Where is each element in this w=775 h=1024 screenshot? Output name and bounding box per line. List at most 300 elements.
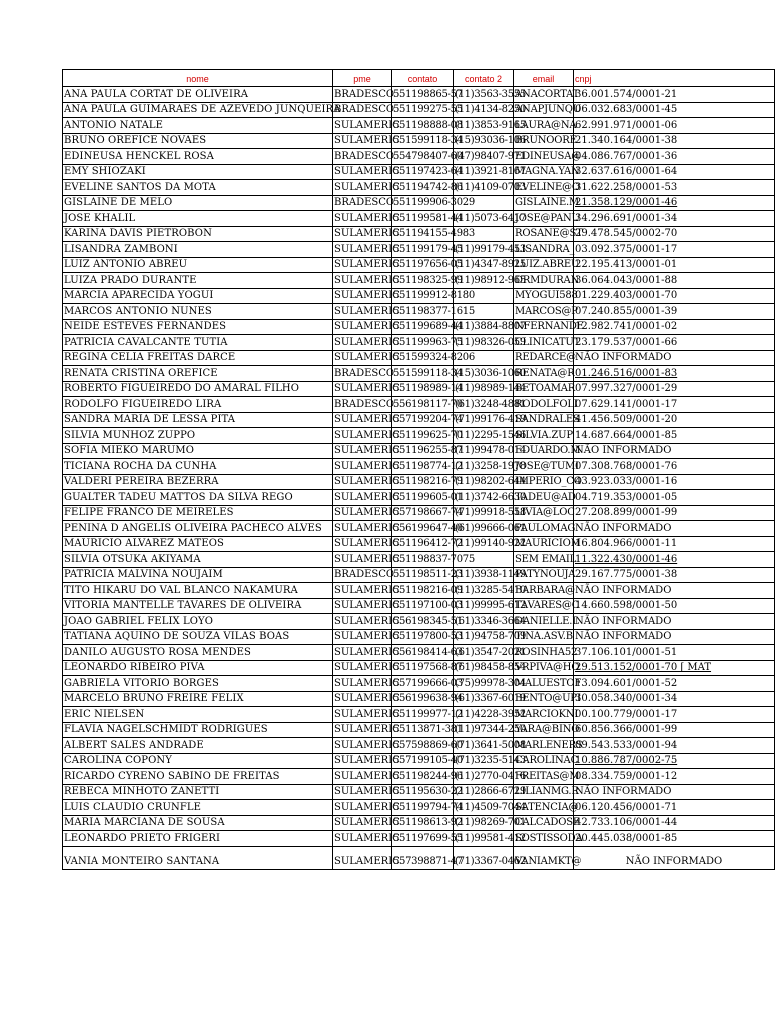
cell-email[interactable]: EDINEUSA@ bbox=[514, 149, 574, 165]
cell-pme[interactable]: BRADESCO bbox=[333, 397, 392, 413]
cell-cnpj[interactable]: 36.064.043/0001-88 bbox=[574, 273, 775, 289]
cell-contato-2[interactable]: (11)4347-8925 bbox=[454, 257, 514, 273]
cell-contato[interactable]: 551198216-09 bbox=[392, 583, 454, 599]
cell-contato-2[interactable]: (11)99581-412 bbox=[454, 831, 514, 847]
cell-contato-2[interactable]: (71)3235-5143 bbox=[454, 753, 514, 769]
cell-email[interactable]: REDARCE@ bbox=[514, 350, 574, 366]
cell-nome[interactable]: REBECA MINHOTO ZANETTI bbox=[63, 784, 333, 800]
cell-pme[interactable]: SULAMERIC bbox=[333, 226, 392, 242]
cell-cnpj[interactable]: 01.246.516/0001-83 bbox=[574, 366, 775, 382]
cell-pme[interactable]: SULAMERIC bbox=[333, 211, 392, 227]
cell-contato[interactable]: 551198377-1615 bbox=[392, 304, 454, 320]
cell-contato-2[interactable]: (11)2866-6729 bbox=[454, 784, 514, 800]
cell-pme[interactable]: SULAMERIC bbox=[333, 552, 392, 568]
cell-pme[interactable]: SULAMERIC bbox=[333, 691, 392, 707]
cell-cnpj[interactable]: 04.719.353/0001-05 bbox=[574, 490, 775, 506]
cell-pme[interactable]: SULAMERIC bbox=[333, 350, 392, 366]
cell-pme[interactable]: SULAMERIC bbox=[333, 846, 392, 869]
cell-pme[interactable]: SULAMERIC bbox=[333, 335, 392, 351]
cell-nome[interactable]: LEONARDO PRIETO FRIGERI bbox=[63, 831, 333, 847]
cell-cnpj[interactable]: 08.334.759/0001-12 bbox=[574, 769, 775, 785]
cell-contato[interactable]: 557398871-47 bbox=[392, 846, 454, 869]
cell-contato[interactable]: 556198117-70 bbox=[392, 397, 454, 413]
cell-contato-2[interactable]: (11)98989-144 bbox=[454, 381, 514, 397]
cell-pme[interactable]: SULAMERIC bbox=[333, 831, 392, 847]
cell-contato[interactable]: 556198345-51 bbox=[392, 614, 454, 630]
cell-contato[interactable]: 557198667-74 bbox=[392, 505, 454, 521]
cell-email[interactable]: TAVARES@C bbox=[514, 598, 574, 614]
cell-pme[interactable]: BRADESCO bbox=[333, 87, 392, 103]
cell-cnpj[interactable]: 42.733.106/0001-44 bbox=[574, 815, 775, 831]
cell-nome[interactable]: NEIDE ESTEVES FERNANDES bbox=[63, 319, 333, 335]
cell-contato[interactable]: 551198216-79 bbox=[392, 474, 454, 490]
cell-nome[interactable]: CAROLINA COPONY bbox=[63, 753, 333, 769]
cell-email[interactable]: MARLENERS bbox=[514, 738, 574, 754]
cell-cnpj[interactable]: 43.923.033/0001-16 bbox=[574, 474, 775, 490]
cell-cnpj[interactable]: 07.997.327/0001-29 bbox=[574, 381, 775, 397]
cell-nome[interactable]: ROBERTO FIGUEIREDO DO AMARAL FILHO bbox=[63, 381, 333, 397]
cell-email[interactable]: SEM EMAIL bbox=[514, 552, 574, 568]
cell-contato-2[interactable]: (11)3921-8167 bbox=[454, 164, 514, 180]
cell-cnpj[interactable]: 04.086.767/0001-36 bbox=[574, 149, 775, 165]
cell-contato-2[interactable]: (71)99176-419 bbox=[454, 412, 514, 428]
cell-pme[interactable]: SULAMERIC bbox=[333, 273, 392, 289]
cell-cnpj[interactable]: NÃO INFORMADO bbox=[574, 583, 775, 599]
cell-cnpj[interactable]: 13.094.601/0001-52 bbox=[574, 676, 775, 692]
cell-cnpj[interactable]: 09.543.533/0001-94 bbox=[574, 738, 775, 754]
cell-pme[interactable]: SULAMERIC bbox=[333, 118, 392, 134]
cell-cnpj[interactable]: 00.100.779/0001-17 bbox=[574, 707, 775, 723]
cell-cnpj[interactable]: 37.106.101/0001-51 bbox=[574, 645, 775, 661]
cell-contato-2[interactable]: (47)98407-971 bbox=[454, 149, 514, 165]
cell-cnpj[interactable]: 34.296.691/0001-34 bbox=[574, 211, 775, 227]
cell-email[interactable]: SILVIA.ZUP bbox=[514, 428, 574, 444]
cell-contato[interactable]: 551199794-74 bbox=[392, 800, 454, 816]
cell-contato-2[interactable]: (71)99918-558 bbox=[454, 505, 514, 521]
cell-contato-2[interactable]: (61)3248-4881 bbox=[454, 397, 514, 413]
cell-nome[interactable]: TATIANA AQUINO DE SOUZA VILAS BOAS bbox=[63, 629, 333, 645]
cell-email[interactable]: BENTO@UPI bbox=[514, 691, 574, 707]
cell-contato-2[interactable]: (11)94758-709 bbox=[454, 629, 514, 645]
cell-contato-2[interactable]: (11)98326-059 bbox=[454, 335, 514, 351]
cell-contato[interactable]: 556199638-94 bbox=[392, 691, 454, 707]
cell-email[interactable]: PAULOMAG bbox=[514, 521, 574, 537]
cell-contato-2[interactable]: (11)99478-014 bbox=[454, 443, 514, 459]
cell-email[interactable]: IMPERIO_CO bbox=[514, 474, 574, 490]
cell-cnpj[interactable]: 21.340.164/0001-38 bbox=[574, 133, 775, 149]
cell-contato[interactable]: 551199906-3029 bbox=[392, 195, 454, 211]
cell-contato[interactable]: 551199605-01 bbox=[392, 490, 454, 506]
cell-pme[interactable]: BRADESCO bbox=[333, 567, 392, 583]
cell-contato-2[interactable]: (11)3258-1978 bbox=[454, 459, 514, 475]
cell-pme[interactable]: BRADESCO bbox=[333, 149, 392, 165]
cell-cnpj[interactable]: 22.195.413/0001-01 bbox=[574, 257, 775, 273]
cell-email[interactable]: MAURICIOM bbox=[514, 536, 574, 552]
cell-pme[interactable]: SULAMERIC bbox=[333, 505, 392, 521]
cell-cnpj[interactable]: 06.032.683/0001-45 bbox=[574, 102, 775, 118]
cell-pme[interactable]: SULAMERIC bbox=[333, 288, 392, 304]
cell-cnpj[interactable]: 03.092.375/0001-17 bbox=[574, 242, 775, 258]
cell-pme[interactable]: SULAMERIC bbox=[333, 660, 392, 676]
cell-pme[interactable]: SULAMERIC bbox=[333, 381, 392, 397]
cell-contato[interactable]: 556199647-40 bbox=[392, 521, 454, 537]
cell-contato[interactable]: 551197568-87 bbox=[392, 660, 454, 676]
cell-nome[interactable]: TICIANA ROCHA DA CUNHA bbox=[63, 459, 333, 475]
cell-contato[interactable]: 551199275-55 bbox=[392, 102, 454, 118]
cell-contato-2[interactable]: (11)97344-250 bbox=[454, 722, 514, 738]
cell-pme[interactable]: SULAMERIC bbox=[333, 133, 392, 149]
cell-nome[interactable]: ALBERT SALES ANDRADE bbox=[63, 738, 333, 754]
cell-email[interactable]: BETOAMAR bbox=[514, 381, 574, 397]
cell-pme[interactable]: SULAMERIC bbox=[333, 521, 392, 537]
cell-pme[interactable]: SULAMERIC bbox=[333, 784, 392, 800]
cell-email[interactable]: LILIANMG.R bbox=[514, 784, 574, 800]
cell-nome[interactable]: SILVIA OTSUKA AKIYAMA bbox=[63, 552, 333, 568]
cell-contato-2[interactable]: (61)3346-3664 bbox=[454, 614, 514, 630]
cell-nome[interactable]: MAURICIO ALVAREZ MATEOS bbox=[63, 536, 333, 552]
cell-email[interactable]: JOSE@TUMI bbox=[514, 459, 574, 475]
cell-contato-2[interactable]: (11)2295-1546 bbox=[454, 428, 514, 444]
cell-contato-2[interactable]: (71)3367-0462 bbox=[454, 846, 514, 869]
cell-contato[interactable]: 551197423-64 bbox=[392, 164, 454, 180]
cell-contato[interactable]: 551195630-22 bbox=[392, 784, 454, 800]
cell-nome[interactable]: MARCIA APARECIDA YOGUI bbox=[63, 288, 333, 304]
cell-contato[interactable]: 551199179-45 bbox=[392, 242, 454, 258]
header-cnpj[interactable]: cnpj bbox=[574, 70, 775, 87]
cell-cnpj[interactable]: 20.445.038/0001-85 bbox=[574, 831, 775, 847]
cell-nome[interactable]: VALDERI PEREIRA BEZERRA bbox=[63, 474, 333, 490]
cell-contato-2[interactable]: (11)98202-644 bbox=[454, 474, 514, 490]
cell-contato[interactable]: 551198613-92 bbox=[392, 815, 454, 831]
cell-pme[interactable]: SULAMERIC bbox=[333, 629, 392, 645]
cell-nome[interactable]: SILVIA MUNHOZ ZUPPO bbox=[63, 428, 333, 444]
cell-nome[interactable]: SANDRA MARIA DE LESSA PITA bbox=[63, 412, 333, 428]
cell-email[interactable]: YARA@BINO bbox=[514, 722, 574, 738]
cell-nome[interactable]: GUALTER TADEU MATTOS DA SILVA REGO bbox=[63, 490, 333, 506]
cell-contato-2[interactable]: (11)3563-3555 bbox=[454, 87, 514, 103]
cell-contato[interactable]: 554798407-60 bbox=[392, 149, 454, 165]
cell-nome[interactable]: RICARDO CYRENO SABINO DE FREITAS bbox=[63, 769, 333, 785]
cell-pme[interactable]: SULAMERIC bbox=[333, 412, 392, 428]
cell-nome[interactable]: EDINEUSA HENCKEL ROSA bbox=[63, 149, 333, 165]
cell-nome[interactable]: GABRIELA VITORIO BORGES bbox=[63, 676, 333, 692]
cell-pme[interactable]: SULAMERIC bbox=[333, 459, 392, 475]
cell-cnpj[interactable]: NÃO INFORMADO bbox=[574, 521, 775, 537]
cell-cnpj[interactable]: 07.629.141/0001-17 bbox=[574, 397, 775, 413]
cell-email[interactable]: ROSANE@ST bbox=[514, 226, 574, 242]
cell-nome[interactable]: LUIS CLAUDIO CRUNFLE bbox=[63, 800, 333, 816]
cell-pme[interactable]: SULAMERIC bbox=[333, 428, 392, 444]
cell-email[interactable]: TINA.ASV.B bbox=[514, 629, 574, 645]
cell-pme[interactable]: SULAMERIC bbox=[333, 490, 392, 506]
cell-email[interactable]: VANIAMKT@ bbox=[514, 846, 574, 869]
cell-email[interactable]: LAURA@NA bbox=[514, 118, 574, 134]
cell-cnpj[interactable]: 31.622.258/0001-53 bbox=[574, 180, 775, 196]
cell-contato-2[interactable]: (11)99179-453 bbox=[454, 242, 514, 258]
cell-contato-2[interactable]: (15)3036-1060 bbox=[454, 366, 514, 382]
cell-email[interactable]: ROSINHA52 bbox=[514, 645, 574, 661]
cell-cnpj[interactable]: 14.660.598/0001-50 bbox=[574, 598, 775, 614]
cell-pme[interactable]: SULAMERIC bbox=[333, 800, 392, 816]
cell-contato-2[interactable]: (11)3285-5410 bbox=[454, 583, 514, 599]
cell-contato[interactable]: 551197100-03 bbox=[392, 598, 454, 614]
cell-cnpj[interactable]: NÃO INFORMADO bbox=[574, 443, 775, 459]
cell-nome[interactable]: KARINA DAVIS PIETROBON bbox=[63, 226, 333, 242]
cell-cnpj[interactable]: NÃO INFORMADO bbox=[574, 846, 775, 869]
cell-contato[interactable]: 551599324-8206 bbox=[392, 350, 454, 366]
cell-cnpj[interactable]: 14.687.664/0001-85 bbox=[574, 428, 775, 444]
cell-email[interactable]: RODOLFOLI bbox=[514, 397, 574, 413]
cell-cnpj[interactable]: 29.478.545/0002-70 bbox=[574, 226, 775, 242]
cell-pme[interactable]: SULAMERIC bbox=[333, 676, 392, 692]
cell-contato-2[interactable]: (75)99978-304 bbox=[454, 676, 514, 692]
cell-contato-2[interactable]: (11)2770-0416 bbox=[454, 769, 514, 785]
cell-email[interactable]: BRUNOORE bbox=[514, 133, 574, 149]
cell-cnpj[interactable]: 11.322.430/0001-46 bbox=[574, 552, 775, 568]
cell-contato-2[interactable]: (61)98458-854 bbox=[454, 660, 514, 676]
cell-cnpj[interactable]: 16.804.966/0001-11 bbox=[574, 536, 775, 552]
cell-contato-2[interactable]: (61)3547-2021 bbox=[454, 645, 514, 661]
cell-pme[interactable]: SULAMERIC bbox=[333, 769, 392, 785]
cell-cnpj[interactable]: 36.001.574/0001-21 bbox=[574, 87, 775, 103]
cell-contato-2[interactable]: (15)93036-106 bbox=[454, 133, 514, 149]
cell-email[interactable]: DANIELLE.L bbox=[514, 614, 574, 630]
cell-cnpj[interactable]: 60.856.366/0001-99 bbox=[574, 722, 775, 738]
cell-cnpj[interactable]: NÃO INFORMADO bbox=[574, 784, 775, 800]
header-nome[interactable]: nome bbox=[63, 70, 333, 87]
cell-cnpj[interactable]: 01.229.403/0001-70 bbox=[574, 288, 775, 304]
cell-contato[interactable]: 551198837-7075 bbox=[392, 552, 454, 568]
cell-nome[interactable]: ERIC NIELSEN bbox=[63, 707, 333, 723]
cell-nome[interactable]: SOFIA MIEKO MARUMO bbox=[63, 443, 333, 459]
cell-email[interactable]: JOSE@PANU bbox=[514, 211, 574, 227]
cell-cnpj[interactable]: 32.637.616/0001-64 bbox=[574, 164, 775, 180]
cell-nome[interactable]: LUIZA PRADO DURANTE bbox=[63, 273, 333, 289]
cell-contato-2[interactable]: (11)4228-3952 bbox=[454, 707, 514, 723]
cell-nome[interactable]: BRUNO OREFICE NOVAES bbox=[63, 133, 333, 149]
cell-email[interactable]: MAGNA.YAN bbox=[514, 164, 574, 180]
cell-cnpj[interactable]: 30.058.340/0001-34 bbox=[574, 691, 775, 707]
cell-contato[interactable]: 557199105-40 bbox=[392, 753, 454, 769]
cell-contato-2[interactable]: (61)3367-6019 bbox=[454, 691, 514, 707]
cell-email[interactable]: TADEU@AD bbox=[514, 490, 574, 506]
cell-nome[interactable]: MARCELO BRUNO FREIRE FELIX bbox=[63, 691, 333, 707]
cell-contato[interactable]: 551599118-34 bbox=[392, 366, 454, 382]
cell-nome[interactable]: EVELINE SANTOS DA MOTA bbox=[63, 180, 333, 196]
cell-email[interactable]: ANAPJUNQU bbox=[514, 102, 574, 118]
cell-email[interactable]: NFERNANDE bbox=[514, 319, 574, 335]
cell-email[interactable]: EVELINE@O bbox=[514, 180, 574, 196]
cell-nome[interactable]: FELIPE FRANCO DE MEIRELES bbox=[63, 505, 333, 521]
cell-cnpj[interactable]: 21.358.129/0001-46 bbox=[574, 195, 775, 211]
cell-contato-2[interactable]: (11)99995-612 bbox=[454, 598, 514, 614]
cell-cnpj[interactable]: 07.308.768/0001-76 bbox=[574, 459, 775, 475]
cell-pme[interactable]: SULAMERIC bbox=[333, 242, 392, 258]
cell-nome[interactable]: JOAO GABRIEL FELIX LOYO bbox=[63, 614, 333, 630]
cell-pme[interactable]: SULAMERIC bbox=[333, 738, 392, 754]
cell-contato[interactable]: 551199689-44 bbox=[392, 319, 454, 335]
cell-cnpj[interactable]: NÃO INFORMADO bbox=[574, 629, 775, 645]
cell-cnpj[interactable]: 27.208.899/0001-99 bbox=[574, 505, 775, 521]
cell-cnpj[interactable]: 29.167.775/0001-38 bbox=[574, 567, 775, 583]
cell-contato-2[interactable]: (11)98912-965 bbox=[454, 273, 514, 289]
cell-email[interactable]: LIVIA@LOC bbox=[514, 505, 574, 521]
cell-contato[interactable]: 551198325-99 bbox=[392, 273, 454, 289]
header-contato[interactable]: contato bbox=[392, 70, 454, 87]
cell-pme[interactable]: SULAMERIC bbox=[333, 753, 392, 769]
cell-cnpj[interactable]: 41.456.509/0001-20 bbox=[574, 412, 775, 428]
cell-pme[interactable]: SULAMERIC bbox=[333, 583, 392, 599]
cell-contato-2[interactable]: (71)3641-5008 bbox=[454, 738, 514, 754]
cell-nome[interactable]: ANTONIO NATALE bbox=[63, 118, 333, 134]
cell-email[interactable]: ANACORTAT bbox=[514, 87, 574, 103]
cell-email[interactable]: CLINICATUT bbox=[514, 335, 574, 351]
cell-contato[interactable]: 551199963-75 bbox=[392, 335, 454, 351]
cell-nome[interactable]: LISANDRA ZAMBONI bbox=[63, 242, 333, 258]
cell-contato-2[interactable]: (11)3884-8807 bbox=[454, 319, 514, 335]
cell-contato-2[interactable]: (11)98269-701 bbox=[454, 815, 514, 831]
cell-nome[interactable]: DANILO AUGUSTO ROSA MENDES bbox=[63, 645, 333, 661]
cell-nome[interactable]: PATRICIA CAVALCANTE TUTIA bbox=[63, 335, 333, 351]
cell-contato[interactable]: 551198989-14 bbox=[392, 381, 454, 397]
cell-pme[interactable]: SULAMERIC bbox=[333, 645, 392, 661]
cell-email[interactable]: SANDRALES bbox=[514, 412, 574, 428]
cell-contato[interactable]: 551196255-87 bbox=[392, 443, 454, 459]
cell-contato[interactable]: 551198888-08 bbox=[392, 118, 454, 134]
cell-email[interactable]: SOSTISSODA bbox=[514, 831, 574, 847]
cell-nome[interactable]: TITO HIKARU DO VAL BLANCO NAKAMURA bbox=[63, 583, 333, 599]
header-contato-2[interactable]: contato 2 bbox=[454, 70, 514, 87]
cell-contato[interactable]: 551198511-23 bbox=[392, 567, 454, 583]
cell-nome[interactable]: REGINA CELIA FREITAS DARCE bbox=[63, 350, 333, 366]
cell-cnpj[interactable]: NÃO INFORMADO bbox=[574, 350, 775, 366]
cell-nome[interactable]: LEONARDO RIBEIRO PIVA bbox=[63, 660, 333, 676]
cell-pme[interactable]: SULAMERIC bbox=[333, 257, 392, 273]
cell-nome[interactable]: ANA PAULA GUIMARAES DE AZEVEDO JUNQUEIRA bbox=[63, 102, 333, 118]
cell-contato[interactable]: 557598869-60 bbox=[392, 738, 454, 754]
cell-email[interactable]: MARCOS@P bbox=[514, 304, 574, 320]
cell-email[interactable]: BARBARA@ bbox=[514, 583, 574, 599]
cell-contato[interactable]: 551194155-4983 bbox=[392, 226, 454, 242]
cell-pme[interactable]: SULAMERIC bbox=[333, 598, 392, 614]
cell-contato[interactable]: 551199581-44 bbox=[392, 211, 454, 227]
cell-pme[interactable]: SULAMERIC bbox=[333, 164, 392, 180]
cell-pme[interactable]: SULAMERIC bbox=[333, 180, 392, 196]
header-pme[interactable]: pme bbox=[333, 70, 392, 87]
cell-email[interactable]: MALUESTOF bbox=[514, 676, 574, 692]
cell-nome[interactable]: EMY SHIOZAKI bbox=[63, 164, 333, 180]
cell-cnpj[interactable]: 23.179.537/0001-66 bbox=[574, 335, 775, 351]
cell-email[interactable]: PATYNOUJA bbox=[514, 567, 574, 583]
cell-nome[interactable]: RENATA CRISTINA OREFICE bbox=[63, 366, 333, 382]
cell-email[interactable]: DRMDURAN bbox=[514, 273, 574, 289]
cell-nome[interactable]: FLAVIA NAGELSCHMIDT RODRIGUES bbox=[63, 722, 333, 738]
cell-nome[interactable]: ANA PAULA CORTAT DE OLIVEIRA bbox=[63, 87, 333, 103]
cell-contato-2[interactable]: (11)99140-922 bbox=[454, 536, 514, 552]
cell-nome[interactable]: MARIA MARCIANA DE SOUSA bbox=[63, 815, 333, 831]
cell-email[interactable]: LUIZ.ABREU bbox=[514, 257, 574, 273]
cell-contato-2[interactable]: (11)4134-8250 bbox=[454, 102, 514, 118]
cell-contato[interactable]: 556198414-63 bbox=[392, 645, 454, 661]
cell-nome[interactable]: PATRICIA MALVINA NOUJAIM bbox=[63, 567, 333, 583]
cell-nome[interactable]: LUIZ ANTONIO ABREU bbox=[63, 257, 333, 273]
cell-pme[interactable]: SULAMERIC bbox=[333, 815, 392, 831]
cell-email[interactable]: RENATA@R bbox=[514, 366, 574, 382]
cell-contato-2[interactable]: (11)4109-0703 bbox=[454, 180, 514, 196]
cell-contato[interactable]: 551196412-72 bbox=[392, 536, 454, 552]
cell-contato-2[interactable]: (11)4509-7044 bbox=[454, 800, 514, 816]
cell-pme[interactable]: BRADESCO bbox=[333, 195, 392, 211]
cell-nome[interactable]: JOSE KHALIL bbox=[63, 211, 333, 227]
cell-contato[interactable]: 551199625-70 bbox=[392, 428, 454, 444]
cell-pme[interactable]: SULAMERIC bbox=[333, 304, 392, 320]
cell-nome[interactable]: RODOLFO FIGUEIREDO LIRA bbox=[63, 397, 333, 413]
cell-email[interactable]: SATENCIA@ bbox=[514, 800, 574, 816]
cell-nome[interactable]: VITORIA MANTELLE TAVARES DE OLIVEIRA bbox=[63, 598, 333, 614]
cell-pme[interactable]: SULAMERIC bbox=[333, 536, 392, 552]
cell-email[interactable]: EDUARDO.M bbox=[514, 443, 574, 459]
cell-email[interactable]: GISLAINE.M bbox=[514, 195, 574, 211]
cell-contato[interactable]: 551199912-8180 bbox=[392, 288, 454, 304]
cell-pme[interactable]: SULAMERIC bbox=[333, 722, 392, 738]
cell-nome[interactable]: GISLAINE DE MELO bbox=[63, 195, 333, 211]
cell-cnpj[interactable]: 06.120.456/0001-71 bbox=[574, 800, 775, 816]
cell-email[interactable]: CAROLINAC bbox=[514, 753, 574, 769]
cell-cnpj[interactable]: NÃO INFORMADO bbox=[574, 614, 775, 630]
cell-email[interactable]: CALCADOSE bbox=[514, 815, 574, 831]
cell-email[interactable]: LISANDRA_ bbox=[514, 242, 574, 258]
cell-contato[interactable]: 551194742-86 bbox=[392, 180, 454, 196]
cell-pme[interactable]: SULAMERIC bbox=[333, 319, 392, 335]
cell-contato[interactable]: 551197656-05 bbox=[392, 257, 454, 273]
cell-email[interactable]: FREITAS@M bbox=[514, 769, 574, 785]
cell-nome[interactable]: PENINA D ANGELIS OLIVEIRA PACHECO ALVES bbox=[63, 521, 333, 537]
cell-cnpj[interactable]: 07.240.855/0001-39 bbox=[574, 304, 775, 320]
cell-pme[interactable]: SULAMERIC bbox=[333, 443, 392, 459]
cell-cnpj[interactable]: 10.886.787/0002-75 bbox=[574, 753, 775, 769]
cell-contato[interactable]: 551198244-96 bbox=[392, 769, 454, 785]
cell-nome[interactable]: VANIA MONTEIRO SANTANA bbox=[63, 846, 333, 869]
cell-contato[interactable]: 551198774-12 bbox=[392, 459, 454, 475]
cell-contato[interactable]: 557199204-74 bbox=[392, 412, 454, 428]
cell-contato[interactable]: 551198865-57 bbox=[392, 87, 454, 103]
header-email[interactable]: email bbox=[514, 70, 574, 87]
cell-email[interactable]: MARCIOKNI bbox=[514, 707, 574, 723]
cell-cnpj[interactable]: 62.991.971/0001-06 bbox=[574, 118, 775, 134]
cell-contato[interactable]: 551599118-34 bbox=[392, 133, 454, 149]
cell-cnpj[interactable]: 12.982.741/0001-02 bbox=[574, 319, 775, 335]
cell-contato-2[interactable]: (11)3938-1149 bbox=[454, 567, 514, 583]
cell-email[interactable]: VRPIVA@HO bbox=[514, 660, 574, 676]
cell-nome[interactable]: MARCOS ANTONIO NUNES bbox=[63, 304, 333, 320]
cell-contato-2[interactable]: (11)3742-6630 bbox=[454, 490, 514, 506]
cell-contato-2[interactable]: (61)99666-061 bbox=[454, 521, 514, 537]
cell-contato[interactable]: 55113871-381 bbox=[392, 722, 454, 738]
cell-pme[interactable]: SULAMERIC bbox=[333, 474, 392, 490]
cell-contato[interactable]: 557199666-03 bbox=[392, 676, 454, 692]
cell-contato-2[interactable]: (11)3853-9165 bbox=[454, 118, 514, 134]
cell-contato[interactable]: 551197800-53 bbox=[392, 629, 454, 645]
cell-pme[interactable]: BRADESCO bbox=[333, 102, 392, 118]
cell-contato[interactable]: 551197699-55 bbox=[392, 831, 454, 847]
cell-contato[interactable]: 551199977-12 bbox=[392, 707, 454, 723]
cell-email[interactable]: MYOGUI588 bbox=[514, 288, 574, 304]
cell-pme[interactable]: BRADESCO bbox=[333, 366, 392, 382]
cell-pme[interactable]: SULAMERIC bbox=[333, 707, 392, 723]
cell-cnpj[interactable]: 29.513.152/0001-70 [ MAT bbox=[574, 660, 775, 676]
cell-pme[interactable]: SULAMERIC bbox=[333, 614, 392, 630]
cell-contato-2[interactable]: (11)5073-6417 bbox=[454, 211, 514, 227]
